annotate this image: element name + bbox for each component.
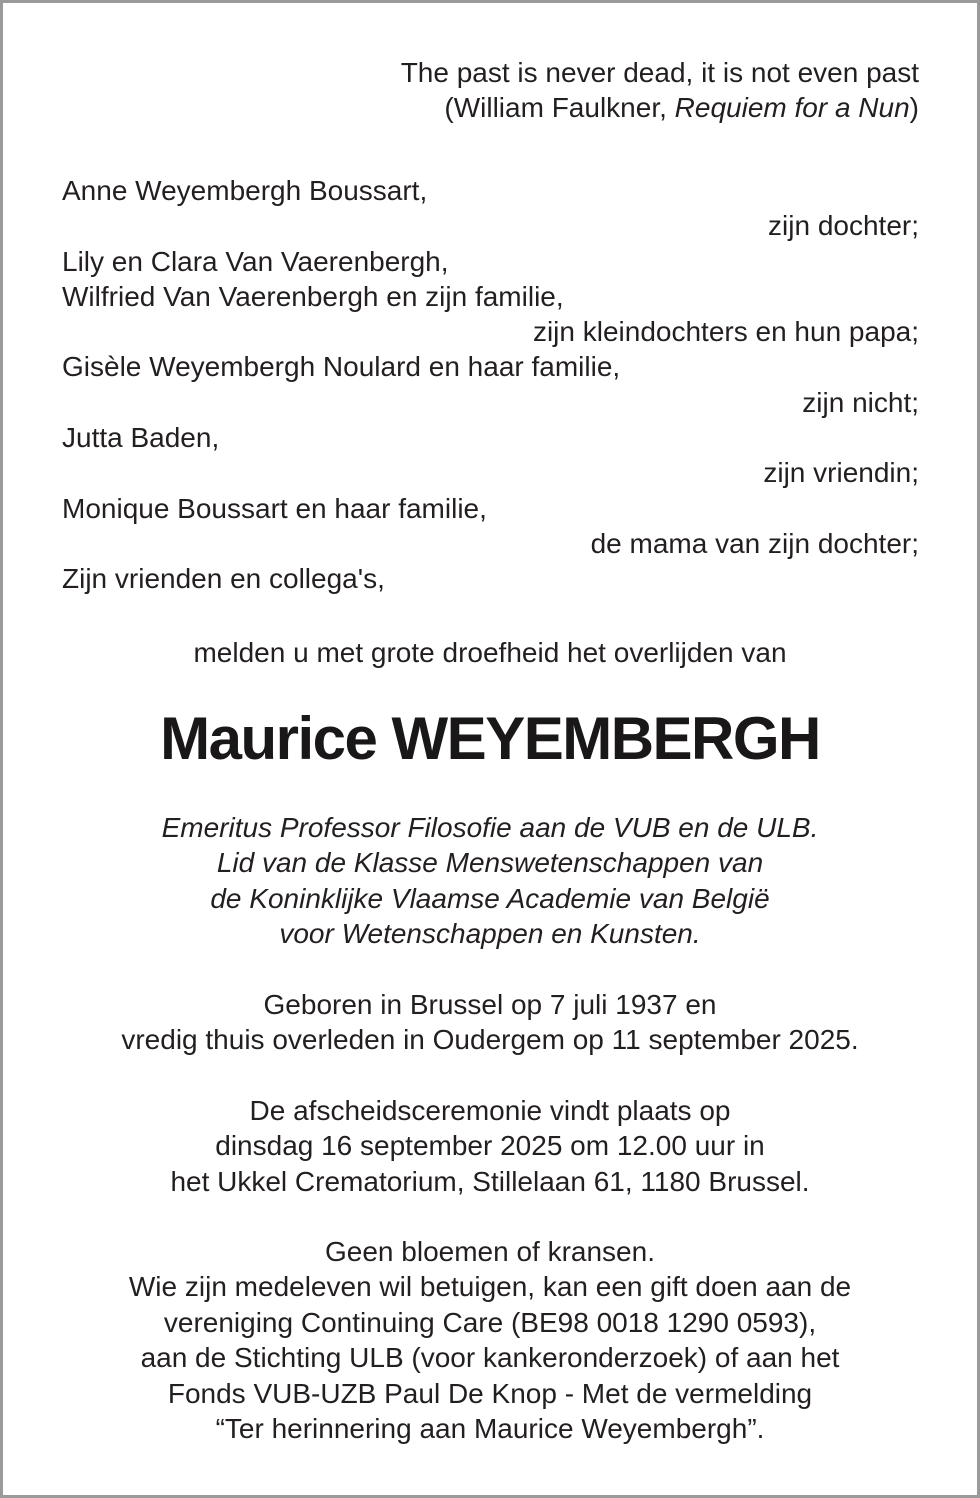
family-line: Zijn vrienden en collega's, bbox=[62, 563, 385, 595]
announcement: melden u met grote droefheid het overlijden van bbox=[193, 637, 787, 668]
closing-line: Geen bloemen of kransen. bbox=[325, 1236, 655, 1267]
family-relation: de mama van zijn dochter; bbox=[590, 527, 919, 559]
attribution-close: ) bbox=[909, 92, 919, 123]
birth-death-info bbox=[3, 987, 977, 1057]
closing-line: Fonds VUB-UZB Paul De Knop - Met de vermelding bbox=[167, 1377, 813, 1409]
family-line: Anne Weyembergh Boussart, bbox=[62, 175, 428, 206]
family-line: Lily en Clara Van Vaerenbergh, bbox=[62, 245, 449, 277]
title-line: voor Wetenschappen en Kunsten. bbox=[279, 917, 701, 949]
family-relation: zijn kleindochters en hun papa; bbox=[532, 316, 919, 348]
death-line: vredig thuis overleden in Oudergem op 11 september 2025. bbox=[121, 1024, 859, 1055]
deceased-titles bbox=[3, 810, 977, 951]
epigraph-quote: The past is never dead, it is not even past bbox=[400, 57, 919, 88]
title-line: Emeritus Professor Filosofie aan de VUB en de ULB. bbox=[161, 812, 819, 843]
ceremony-line: De afscheidsceremonie vindt plaats op bbox=[249, 1095, 731, 1126]
attribution-work: Requiem for a Nun bbox=[674, 92, 910, 123]
ceremony-info bbox=[3, 1093, 977, 1199]
closing-line: “Ter herinnering aan Maurice Weyembergh”. bbox=[215, 1413, 765, 1445]
family-list bbox=[62, 173, 919, 597]
family-relation: zijn vriendin; bbox=[763, 457, 919, 489]
family-relation: zijn dochter; bbox=[768, 210, 919, 242]
title-line: de Koninklijke Vlaamse Academie van België bbox=[210, 882, 770, 914]
family-line: Gisèle Weyembergh Noulard en haar familie, bbox=[62, 351, 621, 383]
family-line: Wilfried Van Vaerenbergh en zijn familie, bbox=[62, 280, 564, 312]
epigraph-attribution bbox=[401, 90, 919, 125]
ceremony-line: dinsdag 16 september 2025 om 12.00 uur in bbox=[215, 1130, 765, 1162]
closing-line: Wie zijn medeleven wil betuigen, kan een gift doen aan de bbox=[128, 1271, 852, 1303]
epigraph bbox=[401, 55, 919, 125]
title-line: Lid van de Klasse Menswetenschappen van bbox=[216, 847, 764, 879]
family-line: Monique Boussart en haar familie, bbox=[62, 492, 487, 524]
donation-info bbox=[3, 1234, 977, 1446]
deceased-name: Maurice WEYEMBERGH bbox=[160, 705, 820, 772]
ceremony-line: het Ukkel Crematorium, Stillelaan 61, 1180 Brussel. bbox=[170, 1165, 810, 1197]
birth-line: Geboren in Brussel op 7 juli 1937 en bbox=[263, 989, 717, 1020]
closing-line: vereniging Continuing Care (BE98 0018 1290 0593), bbox=[163, 1306, 817, 1338]
family-line: Jutta Baden, bbox=[62, 422, 220, 454]
attribution-author: (William Faulkner, bbox=[444, 92, 675, 123]
closing-line: aan de Stichting ULB (voor kankeronderzoek) of aan het bbox=[140, 1342, 840, 1374]
family-relation: zijn nicht; bbox=[802, 386, 919, 418]
